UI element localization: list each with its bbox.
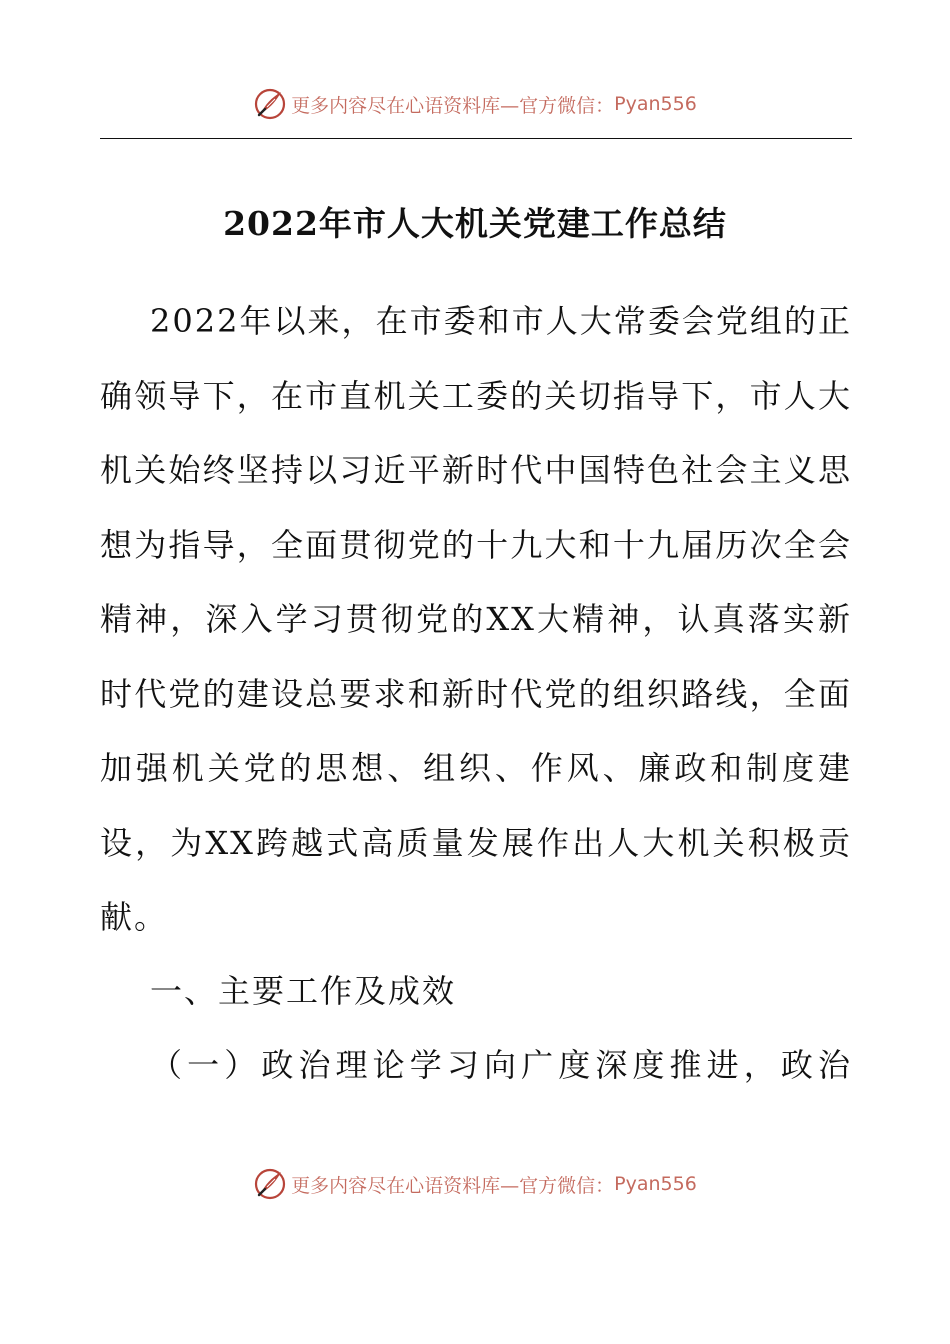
watermark-text: 更多内容尽在心语资料库—官方微信： (291, 94, 615, 117)
body-paragraph: 2022年以来，在市委和市人大常委会党组的正确领导下，在市直机关工委的关切指导下，市人大机关始终坚持以习近平新时代中国特色社会主义思想为指导，全面贯彻党的十九大和十九届历次全会精神，深入学习贯彻党的XX大精神，认真落实新时代党的建设总要求和新时代党的组织路线，全面加强机关党的思想、组织、作风、廉政和制度建设，为XX跨越式高质量发展作出人大机关积极贡献。 (100, 302, 852, 936)
document-title: 2022年市人大机关党建工作总结 (223, 204, 727, 243)
header-divider (100, 138, 852, 139)
watermark-wechat-id: Pyan556 (614, 93, 697, 115)
footer-watermark (0, 1164, 950, 1204)
subsection-heading: （一）政治理论学习向广度深度推进，政治 (150, 1046, 852, 1084)
watermark-text: 更多内容尽在心语资料库—官方微信： (291, 1174, 615, 1197)
header-watermark (0, 84, 950, 124)
quill-pen-logo-icon (253, 87, 287, 121)
watermark-wechat-id: Pyan556 (614, 1173, 697, 1195)
quill-pen-logo-icon (253, 1167, 287, 1201)
section-heading: 一、主要工作及成效 (150, 972, 457, 1010)
